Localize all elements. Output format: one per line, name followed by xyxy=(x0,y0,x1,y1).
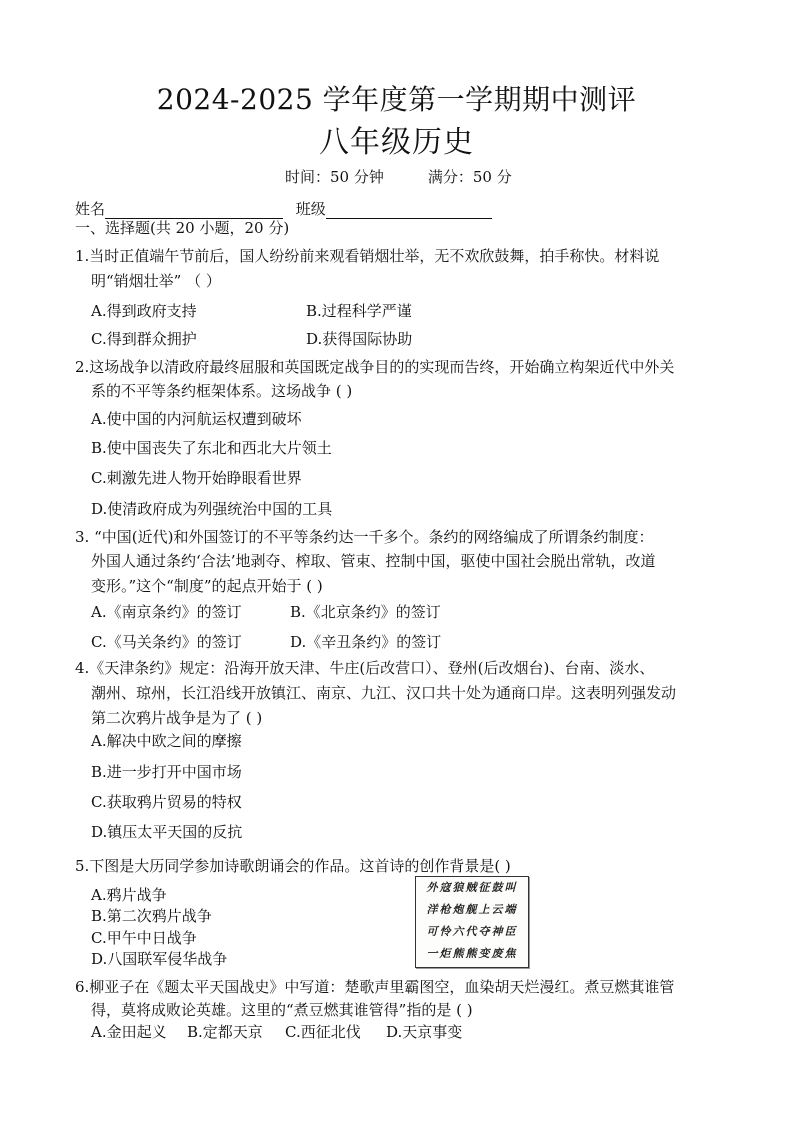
question-4-option[interactable]: B.进一步打开中国市场 xyxy=(91,763,242,781)
question-5-option[interactable]: C.甲午中日战争 xyxy=(91,929,197,947)
poem-line: 一炬熊熊变废焦 xyxy=(426,947,518,960)
class-blank[interactable] xyxy=(326,202,492,219)
question-5-option[interactable]: A.鸦片战争 xyxy=(91,886,167,904)
question-1-option[interactable]: B.过程科学严谨 xyxy=(306,302,412,320)
question-3-option[interactable]: C.《马关条约》的签订 xyxy=(91,633,242,651)
question-4-line: 4.《天津条约》规定：沿海开放天津、牛庄(后改营口）、登州(后改烟台)、台南、淡水、 xyxy=(75,659,655,677)
poem-line: 可怜六代夺神臣 xyxy=(426,925,518,938)
question-4-line: 潮州、琼州，长江沿线开放镇江、南京、九江、汉口共十处为通商口岸。这表明列强发动 xyxy=(91,684,677,702)
question-6-option[interactable]: D.天京事变 xyxy=(386,1023,463,1041)
question-6-option[interactable]: C.西征北伐 xyxy=(285,1023,361,1041)
question-6-option[interactable]: A.金田起义 xyxy=(91,1023,167,1041)
name-blank[interactable] xyxy=(105,202,283,219)
name-label: 姓名 xyxy=(75,200,106,218)
question-5-option[interactable]: B.第二次鸦片战争 xyxy=(91,907,212,925)
question-3-line: 变形。”这个“制度”的起点开始于 ( ) xyxy=(91,577,323,595)
question-2-line: 系的不平等条约框架体系。这场战争 ( ) xyxy=(91,382,353,400)
question-1-option[interactable]: A.得到政府支持 xyxy=(91,302,197,320)
question-6-line: 6.柳亚子在《题太平天国战史》中写道：楚歌声里霸图空，血染胡天烂漫红。煮豆燃萁谁管 xyxy=(75,978,675,996)
class-label: 班级 xyxy=(295,200,326,218)
question-6-line: 得，莫将成败论英雄。这里的“煮豆燃萁谁管得”指的是 ( ) xyxy=(91,1001,473,1019)
question-5-option[interactable]: D.八国联军侵华战争 xyxy=(91,950,228,968)
question-3-option[interactable]: B.《北京条约》的签订 xyxy=(290,603,441,621)
question-2-line: 2.这场战争以清政府最终屈服和英国既定战争目的的实现而告终，开始确立构架近代中外关 xyxy=(75,358,675,376)
question-1-option[interactable]: C.得到群众拥护 xyxy=(91,330,197,348)
time-label: 时间：50 分钟 xyxy=(285,168,384,186)
exam-title: 2024-2025 学年度第一学期期中测评 xyxy=(156,83,637,116)
poem-card xyxy=(415,876,529,968)
exam-subtitle: 八年级历史 xyxy=(319,125,474,160)
poem-line: 外寇狼贼征鼓叫 xyxy=(426,881,518,894)
question-3-option[interactable]: A.《南京条约》的签订 xyxy=(91,603,242,621)
score-label: 满分：50 分 xyxy=(427,168,512,186)
section-heading: 一、选择题(共 20 小题，20 分) xyxy=(75,219,290,237)
question-3-option[interactable]: D.《辛丑条约》的签订 xyxy=(290,633,442,651)
question-4-option[interactable]: A.解决中欧之间的摩擦 xyxy=(91,732,242,750)
question-3-line: 3. “中国(近代)和外国签订的不平等条约达一千多个。条约的网络编成了所谓条约制度： xyxy=(75,528,654,546)
question-2-option[interactable]: A.使中国的内河航运权遭到破坏 xyxy=(91,410,302,428)
question-2-option[interactable]: C.刺激先进人物开始睁眼看世界 xyxy=(91,469,302,487)
question-4-line: 第二次鸦片战争是为了 ( ) xyxy=(91,709,263,727)
question-1-option[interactable]: D.获得国际协助 xyxy=(306,330,413,348)
question-3-line: 外国人通过条约‘合法’地剥夺、榨取、管束、控制中国，驱使中国社会脱出常轨，改道 xyxy=(91,552,656,570)
name-class-row xyxy=(75,198,492,219)
question-4-option[interactable]: D.镇压太平天国的反抗 xyxy=(91,823,243,841)
question-5-line: 5.下图是大历同学参加诗歌朗诵会的作品。这首诗的创作背景是( ) xyxy=(75,857,511,875)
question-2-option[interactable]: B.使中国丧失了东北和西北大片领土 xyxy=(91,439,332,457)
question-6-option[interactable]: B.定都天京 xyxy=(187,1023,263,1041)
question-2-option[interactable]: D.使清政府成为列强统治中国的工具 xyxy=(91,500,333,518)
question-1-line: 明“销烟壮举” （ ） xyxy=(91,272,221,290)
exam-meta xyxy=(285,166,556,187)
question-4-option[interactable]: C.获取鸦片贸易的特权 xyxy=(91,793,242,811)
poem-line: 洋枪炮舰上云端 xyxy=(426,903,518,916)
question-1-line: 1.当时正值端午节前后，国人纷纷前来观看销烟壮举，无不欢欣鼓舞，拍手称快。材料说 xyxy=(75,247,660,265)
